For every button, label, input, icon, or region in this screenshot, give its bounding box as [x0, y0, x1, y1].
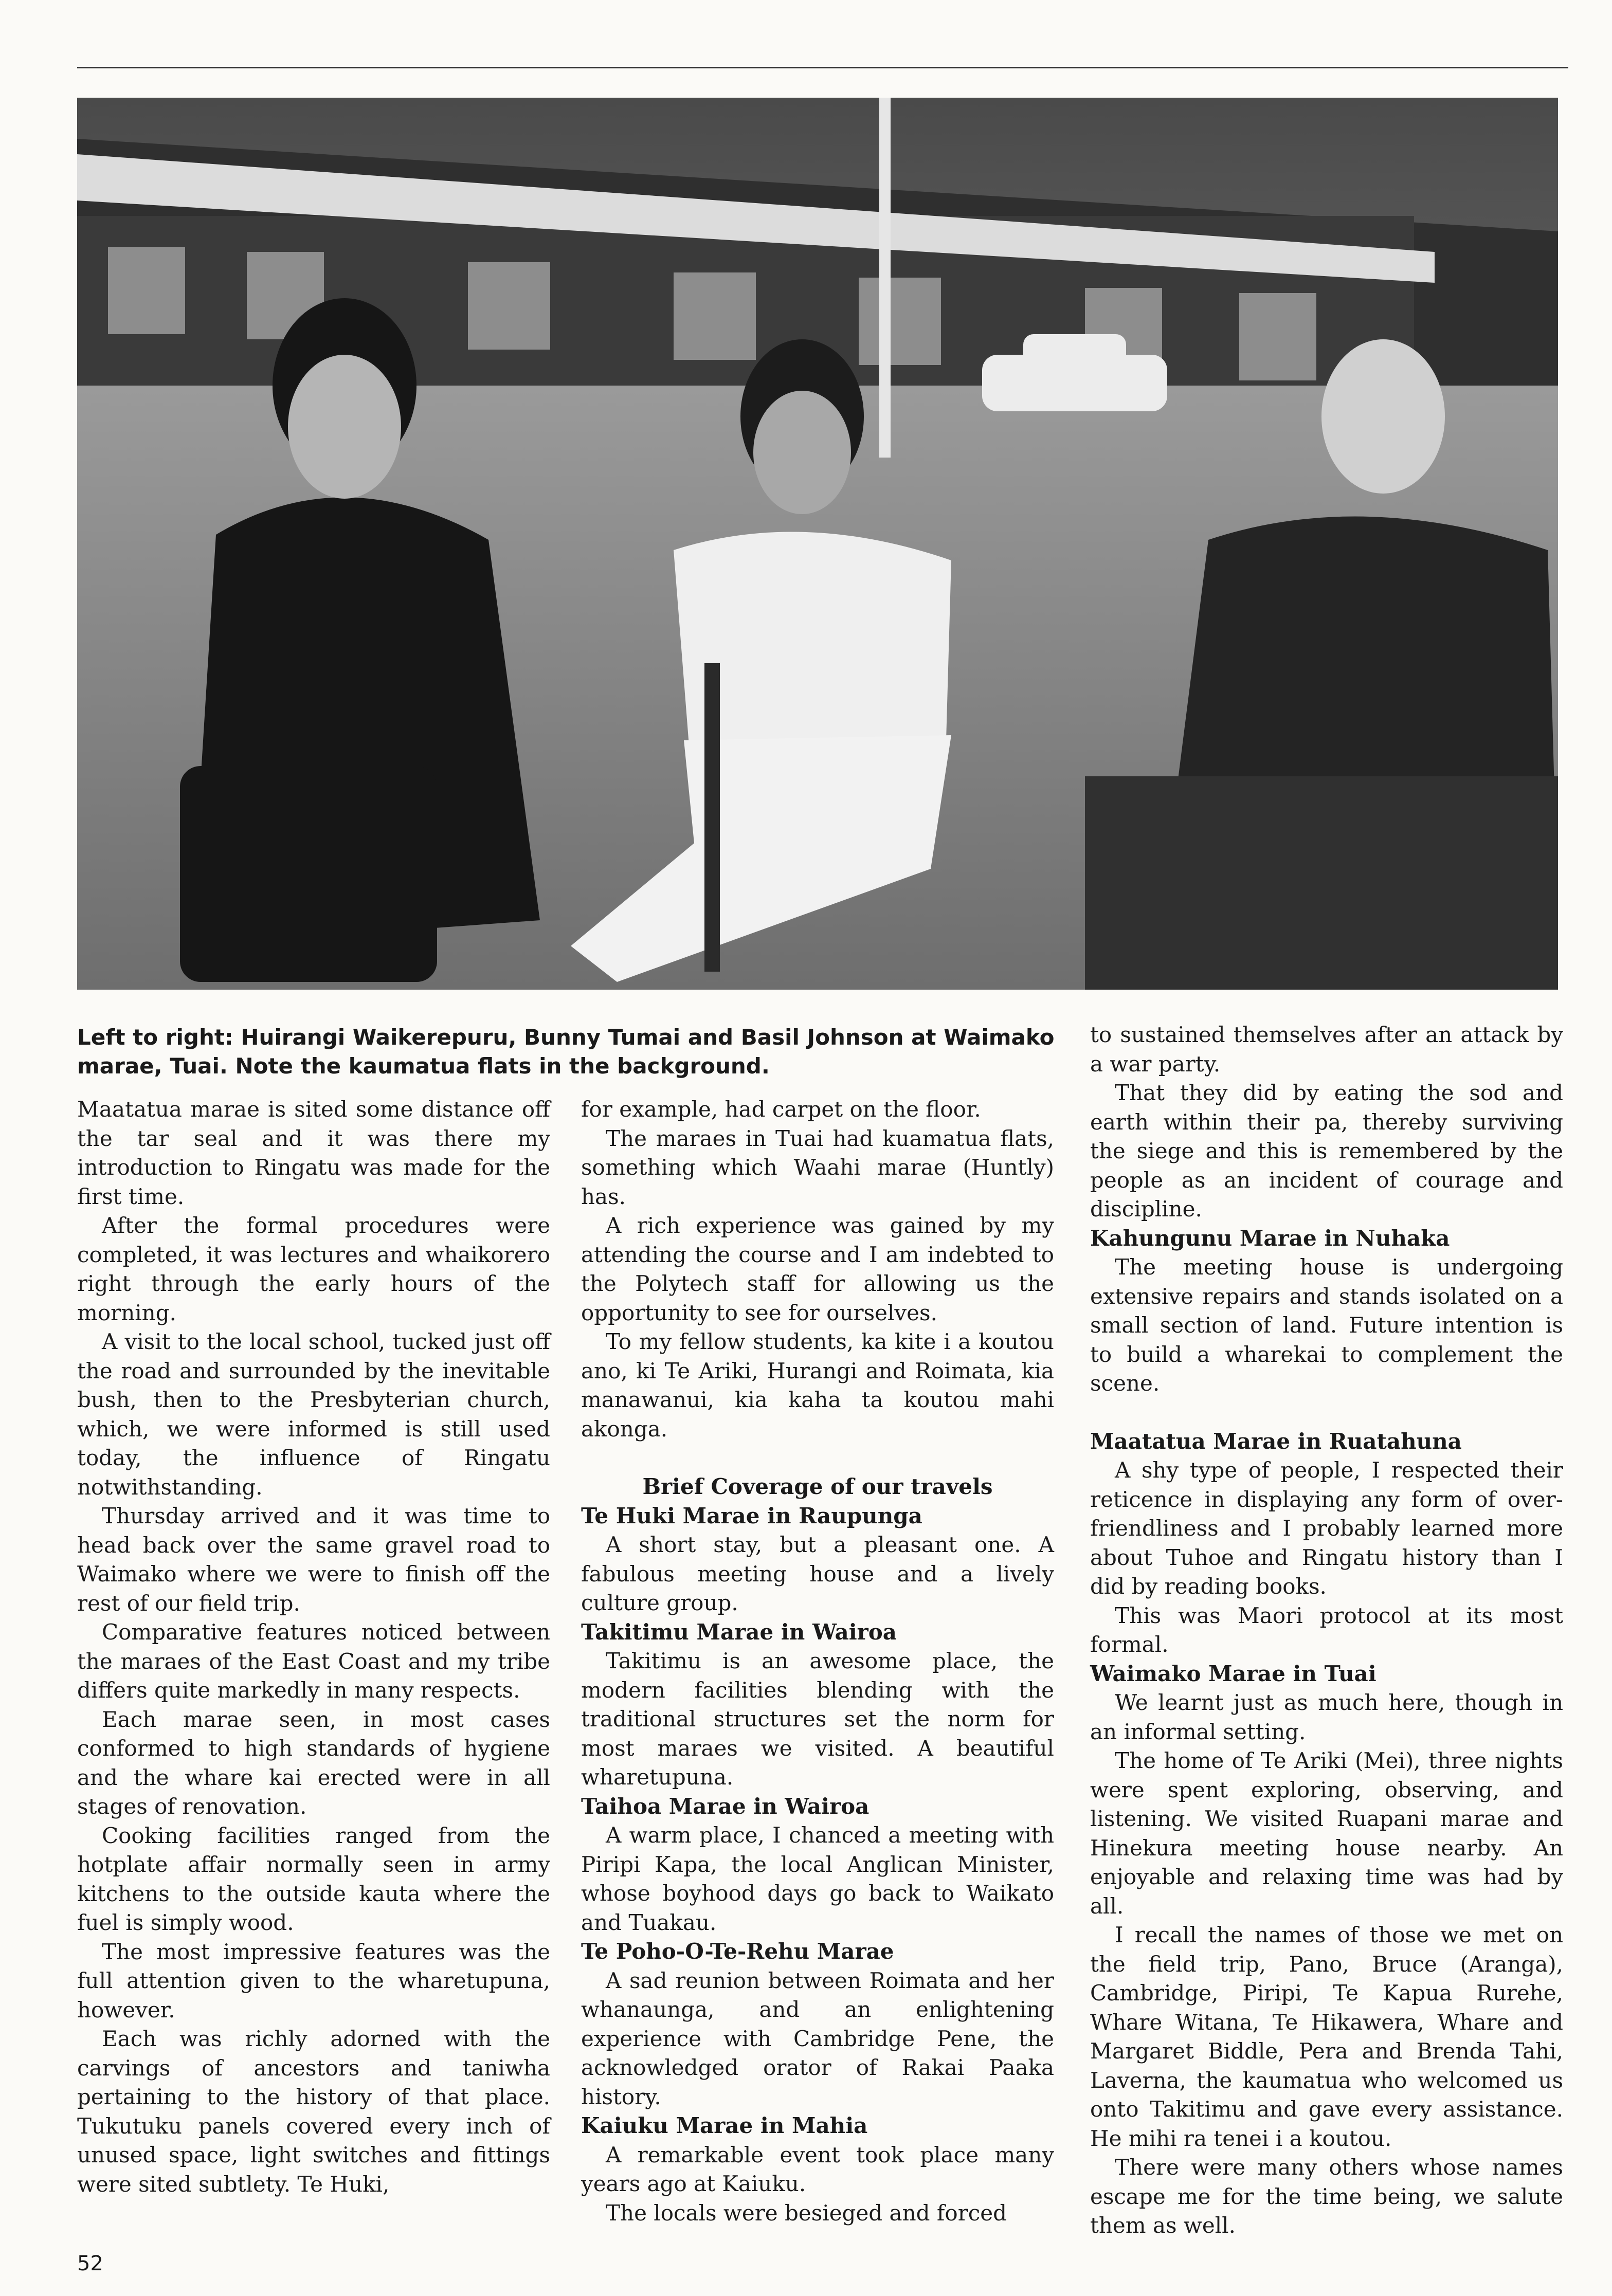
paragraph: We learnt just as much here, though in an informal setting.: [1090, 1690, 1563, 1744]
paragraph: to sustained themselves after an attack by a war party.: [1090, 1022, 1563, 1077]
paragraph: A visit to the local school, tucked just off the road and surrounded by the inevitable bush, then to the Presbyterian church, which, we were informed is still used today, the influence of Ringatu notwithstanding.: [77, 1329, 550, 1500]
paragraph: The locals were besieged and forced: [606, 2200, 1007, 2226]
section-heading: Taihoa Marae in Wairoa: [581, 1793, 870, 1819]
paragraph: A shy type of people, I respected their reticence in displaying any form of over-friendliness and I probably learned more about Tuhoe and Ringatu history than I did by reading books.: [1090, 1457, 1563, 1599]
paragraph: After the formal procedures were completed, it was lectures and whaikorero right through the early hours of the morning.: [77, 1213, 550, 1325]
paragraph: Each marae seen, in most cases conformed to high standards of hygiene and the whare kai erected were in all stages of renovation.: [77, 1706, 550, 1819]
paragraph: The most impressive features was the full attention given to the wharetupuna, however.: [77, 1939, 550, 2022]
section-heading: Kaiuku Marae in Mahia: [581, 2113, 868, 2138]
paragraph: Comparative features noticed between the maraes of the East Coast and my tribe differs quite markedly in many respects.: [77, 1619, 550, 1703]
section-heading: Waimako Marae in Tuai: [1090, 1661, 1376, 1686]
section-heading: Maatatua Marae in Ruatahuna: [1090, 1428, 1462, 1454]
paragraph: Each was richly adorned with the carvings of ancestors and taniwha pertaining to the history of that place. Tukutuku panels covered every inch of unused space, light switches and fittings were sited subtlety. Te Huki,: [77, 2026, 550, 2197]
section-heading: Kahungunu Marae in Nuhaka: [1090, 1225, 1450, 1251]
column-2: [581, 1095, 1054, 2228]
paragraph: The home of Te Ariki (Mei), three nights were spent exploring, observing, and listening. We visited Ruapani marae and Hinekura meeting house nearby. An enjoyable and relaxing time was had by all.: [1090, 1748, 1563, 1919]
page-number: 52: [77, 2252, 103, 2275]
paragraph: Maatatua marae is sited some distance off the tar seal and it was there my introduction to Ringatu was made for the first time.: [77, 1097, 550, 1209]
header-rule: [77, 67, 1568, 68]
column-3: [1090, 1021, 1563, 2240]
photo-caption: Left to right: Huirangi Waikerepuru, Bunny Tumai and Basil Johnson at Waimako marae, Tuai. Note the kaumatua flats in the background.: [77, 1025, 1055, 1079]
photo-illustration: [77, 98, 1558, 990]
paragraph: To my fellow students, ka kite i a koutou ano, ki Te Ariki, Hurangi and Roimata, kia manawanui, kia kaha ta koutou mahi akonga.: [581, 1329, 1054, 1442]
paragraph: There were many others whose names escape me for the time being, we salute them as well.: [1090, 2155, 1563, 2238]
paragraph: A short stay, but a pleasant one. A fabulous meeting house and a lively culture group.: [581, 1532, 1054, 1615]
section-heading: Takitimu Marae in Wairoa: [581, 1619, 897, 1645]
paragraph: The maraes in Tuai had kuamatua flats, something which Waahi marae (Huntly) has.: [581, 1125, 1054, 1209]
paragraph: for example, had carpet on the floor.: [581, 1097, 981, 1122]
paragraph: I recall the names of those we met on the field trip, Pano, Bruce (Aranga), Cambridge, Piripi, Te Kapua Rurehe, Whare Witana, Te Hikawera, Whare and Margaret Biddle, Pera and Brenda Tahi, Laverna, the kaumatua who welcomed us onto Takitimu and gave every assistance. He mihi ra tenei i a koutou.: [1090, 1922, 1563, 2151]
paragraph: A warm place, I chanced a meeting with Piripi Kapa, the local Anglican Minister, whose boyhood days go back to Waikato and Tuakau.: [581, 1823, 1054, 1935]
paragraph: A sad reunion between Roimata and her whanaunga, and an enlightening experience with Cambridge Pene, the acknowledged orator of Rakai Paaka history.: [581, 1967, 1054, 2109]
paragraph: Thursday arrived and it was time to head back over the same gravel road to Waimako where we were to finish off the rest of our field trip.: [77, 1503, 550, 1616]
photograph-three-men-at-marae: [77, 98, 1558, 990]
paragraph: Cooking facilities ranged from the hotplate affair normally seen in army kitchens to the outside kauta where the fuel is simply wood.: [77, 1823, 550, 1935]
column-1: [77, 1095, 550, 2199]
paragraph: A rich experience was gained by my attending the course and I am indebted to the Polytech staff for allowing us the opportunity to see for ourselves.: [581, 1213, 1054, 1325]
section-heading: Te Poho-O-Te-Rehu Marae: [581, 1939, 894, 1964]
paragraph: A remarkable event took place many years ago at Kaiuku.: [581, 2142, 1054, 2196]
paragraph: That they did by eating the sod and earth within their pa, thereby surviving the siege and this is remembered by the people as an incident of courage and discipline.: [1090, 1080, 1563, 1222]
section-heading: Te Huki Marae in Raupunga: [581, 1503, 922, 1528]
paragraph: The meeting house is undergoing extensive repairs and stands isolated on a small section of land. Future intention is to build a wharekai to complement the scene.: [1090, 1254, 1563, 1396]
coverage-title: Brief Coverage of our travels: [642, 1474, 993, 1499]
paragraph: This was Maori protocol at its most formal.: [1090, 1602, 1563, 1657]
paragraph: Takitimu is an awesome place, the modern facilities blending with the traditional structures set the norm for most maraes we visited. A beautiful wharetupuna.: [581, 1648, 1054, 1790]
